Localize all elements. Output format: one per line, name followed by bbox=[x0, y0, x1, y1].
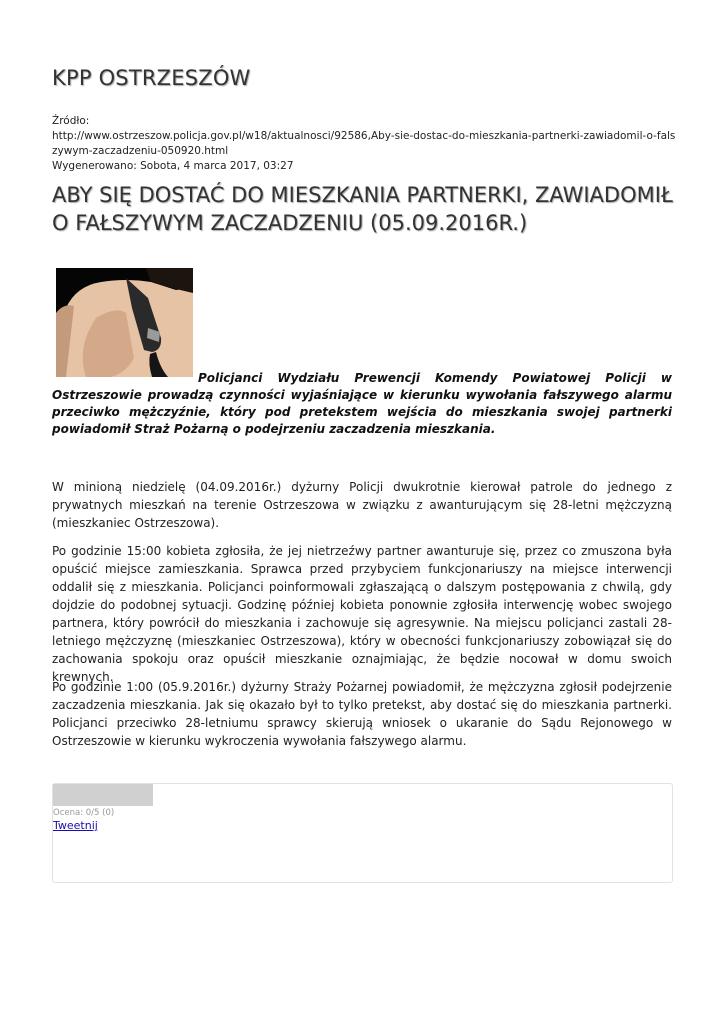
site-title: KPP OSTRZESZÓW bbox=[52, 66, 251, 90]
source-url[interactable]: http://www.ostrzeszow.policja.gov.pl/w18/aktualnosci/92586,Aby-sie-dostac-do-mieszkania-partnerki-zawiadomil-o-falszywym-zaczadzeniu-050920.html bbox=[52, 130, 676, 157]
article-paragraph-1: W minioną niedzielę (04.09.2016r.) dyżurny Policji dwukrotnie kierował patrole do jednego z prywatnych mieszkań na terenie Ostrzeszowa w związku z awanturującym się 28-letni mężczyzną (mieszkaniec Ostrzeszowa). bbox=[52, 480, 672, 530]
article-photo bbox=[56, 268, 193, 377]
generated-date: Wygenerowano: Sobota, 4 marca 2017, 03:27 bbox=[52, 160, 294, 172]
document-meta bbox=[52, 114, 677, 174]
person-on-phone-photo-icon bbox=[56, 268, 193, 377]
article-paragraph-3: Po godzinie 1:00 (05.9.2016r.) dyżurny Straży Pożarnej powiadomił, że mężczyzna zgłosił podejrzenie zaczadzenia mieszkania. Jak się okazało był to tylko pretekst, aby dostać się do mieszkania partnerki. Policjanci przeciwko 28-letniumu sprawcy skierują wniosek o ukaranie do Sądu Rejonowego w Ostrzeszowie w kierunku wykroczenia wywołania fałszywego alarmu. bbox=[52, 680, 672, 748]
rating-stars-bar[interactable] bbox=[53, 784, 153, 806]
article-paragraph-2: Po godzinie 15:00 kobieta zgłosiła, że jej nietrzeźwy partner awanturuje się, przez co zmuszona była opuścić miejsce zamieszkania. Sprawca przed przybyciem funkcjonariuszy na miejsce interwencji oddalił się z mieszkania. Policjanci poinformowali zgłaszającą o dalszym postępowania z chwilą, gdy dojdzie do podobnej sytuacji. Godzinę później kobieta ponownie zgłosiła interwencję wobec swojego partnera, który powrócił do mieszkania i zachowuje się agresywnie. Na miejscu policjanci zastali 28-letniego mężczyznę (mieszkaniec Ostrzeszowa), który w obecności funkcjonariuszy zobowiązał się do zachowania spokoju oraz opuścił mieszkanie oznajmiając, że będzie nocował w domu swoich krewnych. bbox=[52, 544, 672, 684]
rating-score: Ocena: 0/5 (0) bbox=[53, 808, 115, 818]
rating-box bbox=[52, 783, 673, 883]
tweet-link[interactable]: Tweetnij bbox=[53, 819, 98, 832]
article-title: ABY SIĘ DOSTAĆ DO MIESZKANIA PARTNERKI, ZAWIADOMIŁ O FAŁSZYWYM ZACZADZENIU (05.09.2016R.) bbox=[52, 183, 673, 235]
source-label: Źródło: bbox=[52, 115, 90, 127]
article-lead: Policjanci Wydziału Prewencji Komendy Powiatowej Policji w Ostrzeszowie prowadzą czynności wyjaśniające w kierunku wywołania fałszywego alarmu przeciwko mężczyźnie, który pod pretekstem wejścia do mieszkania swojej partnerki powiadomił Straż Pożarną o podejrzeniu zaczadzenia mieszkania. bbox=[52, 371, 672, 436]
